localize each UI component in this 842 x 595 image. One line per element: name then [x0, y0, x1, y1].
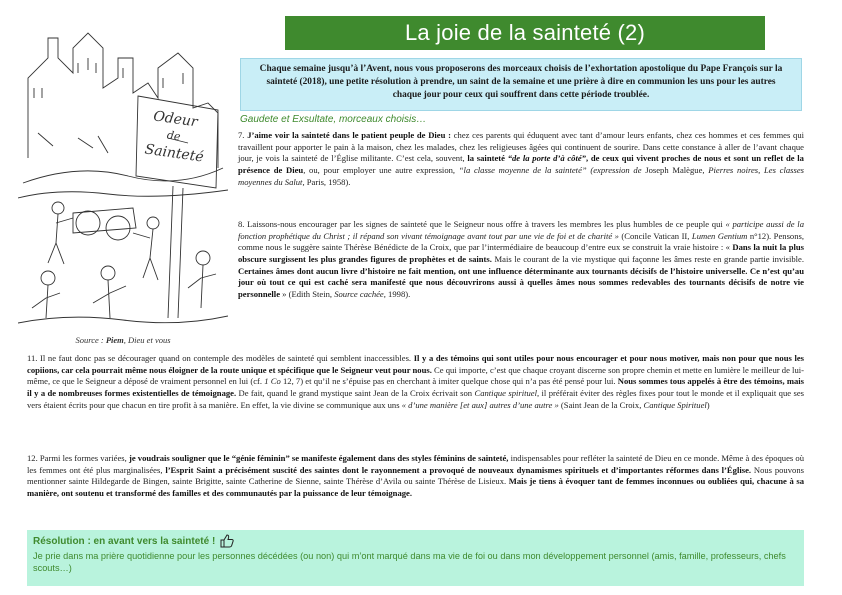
paragraph-11: 11. Il ne faut donc pas se décourager quand on contemple des modèles de sainteté qui semblent inaccessibles. Il y a des témoins qui sont utiles pour nous encourager et pour nous motiver, mais non pour que nous les copiions, car cela pourrait même nous éloigner de la route unique et spécifique que le Seigneur veut pour nous. Ce qui importe, c’est que chaque croyant discerne son propre chemin et mette en lumière le meilleur de lui-même, ce que le Seigneur a déposé de vraiment personnel en lui (cf. 1 Co 12, 7) et qu’il ne s’épuise pas en cherchant à imiter quelque chose qui n’a pas été pensé pour lui. Nous sommes tous appelés à être des témoins, mais il y a de nombreuses formes existentielles de témoignage. De fait, quand le grand mystique saint Jean de la Croix écrivait son Cantique spirituel, il préférait éviter des règles fixes pour tout le monde et il expliquait que ses vers étaient écrits pour que chacun en tire profit à sa manière. En effet, la vie divine se communique aux uns « d’une manière [et aux] autres d’une autre » (Saint Jean de la Croix, Cantique Spirituel): [27, 353, 805, 410]
paragraph-8: 8. Laissons-nous encourager par les signes de sainteté que le Seigneur nous offre à travers les membres les plus humbles de ce peuple qui « participe aussi de la fonction prophétique du Christ ; il répand son vivant témoignage avant tout par une vie de foi et de charité » (Concile Vatican II, Lumen Gentium n°12). Pensons, comme nous le suggère sainte Thérèse Bénédicte de la Croix, que par l’intermédiaire de beaucoup d’entre eux se construit la vraie histoire : « Dans la nuit la plus obscure surgissent les plus grandes figures de prophètes et de saints. Mais le courant de la vie mystique qui façonne les âmes reste en grande partie invisible. Certaines âmes dont aucun livre d’histoire ne fait mention, ont une influence déterminante aux tournants décisifs de l’histoire universelle. Ce n’est qu’au jour où tout ce qui est caché sera manifesté que nous découvrirons aussi à quelles âmes nous sommes redevables des tournants décisifs de notre vie personnelle » (Edith Stein, Source cachée, 1998).: [238, 219, 804, 300]
paragraph-7: 7. J’aime voir la sainteté dans le patient peuple de Dieu : chez ces parents qui éduquent avec tant d’amour leurs enfants, chez ces hommes et ces femmes qui travaillent pour apporter le pain à la maison, chez les malades, chez les religieuses âgées qui continuent de sourire. Dans cette constance à aller de l’avant chaque jour, je vois la sainteté de l’Église militante. C’est cela, souvent, la sainteté “de la porte d’à côté”, de ceux qui vivent proches de nous et sont un reflet de la présence de Dieu, ou, pour employer une autre expression, “la classe moyenne de la sainteté” (expression de Joseph Malègue, Pierres noires, Les classes moyennes du Salut, Paris, 1958).: [238, 130, 805, 187]
sign-text-line-1: Odeur: [152, 108, 199, 131]
intro-box: Chaque semaine jusqu’à l’Avent, nous vous proposerons des morceaux choisis de l’exhortation apostolique du Pape François sur la sainteté (2018), une petite résolution à prendre, un saint de la semaine et une prière à dire en communion les uns pour les autres chaque jour pour ceux qui souffrent dans cette période troublée.: [240, 58, 802, 111]
resolution-title: Résolution : en avant vers la sainteté !: [33, 534, 798, 548]
cartoon-illustration: [18, 18, 228, 332]
image-caption: Source : Piem, Dieu et vous: [75, 335, 171, 345]
resolution-text: Je prie dans ma prière quotidienne pour les personnes décédées (ou non) qui m’ont marqué dans ma vie de foi ou dans mon développement personnel (amis, famille, professeurs, chefs scouts…): [33, 551, 786, 574]
page-title: La joie de la sainteté (2): [285, 16, 765, 50]
sign-text-line-2: de: [166, 128, 182, 144]
paragraph-12: 12. Parmi les formes variées, je voudrais souligner que le “génie féminin” se manifeste également dans des styles féminins de sainteté, indispensables pour refléter la sainteté de Dieu en ce monde. Même à des époques où les femmes ont été plus marginalisées, l’Esprit Saint a précisément suscité des saintes dont le rayonnement a provoqué de nouveaux dynamismes spirituels et d’importantes réformes dans l’Église. Nous pouvons mentionner sainte Hildegarde de Bingen, sainte Brigitte, sainte Catherine de Sienne, sainte Thérèse d’Avila ou sainte Thérèse de Lisieux. Mais je tiens à évoquer tant de femmes inconnues ou oubliées qui, chacune à sa manière, ont soutenu et transformé des familles et des communautés par la puissance de leur témoignage.: [27, 453, 804, 499]
section-subtitle: Gaudete et Exsultate, morceaux choisis…: [240, 114, 427, 125]
thumbs-up-icon: [220, 534, 234, 548]
resolution-box: [27, 530, 804, 586]
sign-text-line-3: Sainteté: [143, 141, 205, 166]
